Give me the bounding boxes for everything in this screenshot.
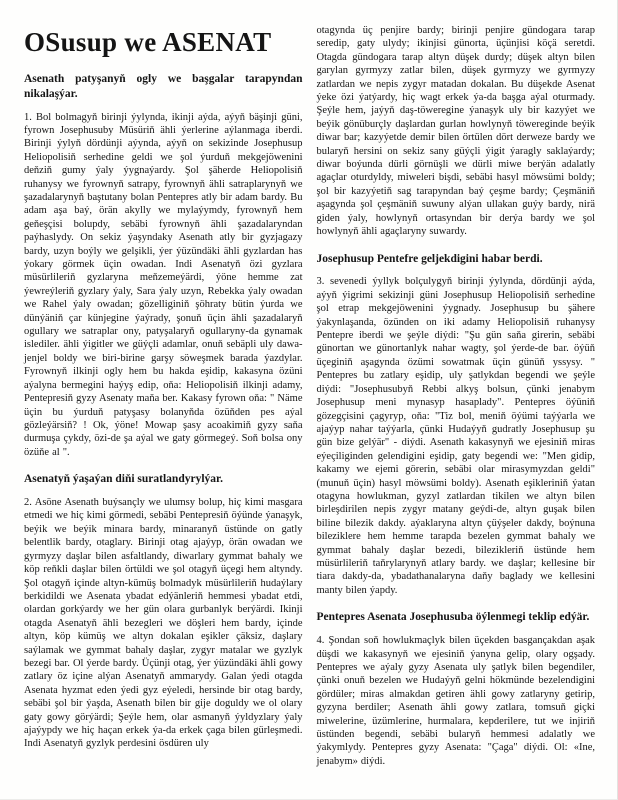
paragraph-3: 3. sevenedi ýyllyk bolçulygyň birinji ýylynda, dördünji aýda, aýyň ýigrimi sekizinji güni Josephusup Heliopolisiň serhedine şol etrap mekgejöwenini ýygnady. Josephusup bu şähere ýakynlaşanda, özünden on iki adamy Heliopolisiň ruhanysy Pentepre iberdi we şeýle diýdi: "Şu gün saňa girerin, sebäbi günortan we günortanlyk nahar wagty, şol ýerde-de bar. öýüň üçeginiň aşagynda özümi sowatmak üçin günüň yssysy. " Pentepres bu zatlary eşidip, uly şatlykdan begendi we şeýle diýdi: "Josephusubyň Rebbi alkyş bolsun, çünki jenabym Josephusup meni mynasyp hasaplady". Pentepres öýüniň gözegçisini çagyryp, oňa: "Tiz bol, meniň öýümi taýýarla we ajaýyp nahar taýýarla, çünki Hudaýyň gudratly Josephusup şu gün bize gelýär" - diýdi. Asenath kakasynyň we ejesiniň miras eýeçiliginden gelendigini eşidip, gaty begendi we: "Men gidip, kakamy we ejemi görerin, sebäbi olar mirasymyzdan geldi" (munuň üçin) hasyl möwsümi boldy). Asenath eşikleriniň ýatan otagyna howlukman, gyzyl zatlardan tikilen we altyn bilen birleşdirilen nepis zygyr matany geýdi-de, altyn guşak bilen biline bilezik dakdy. aýaklaryna altyn çüýşeler dakdy, boýnuna bileziklere hem hemme tarapda bezelen gymmat bahaly we gymmat bahaly daşlar bezedi, bilezikleriň üstünde hem müsürlileriň taňrylarynyň atlary bardy. we daşlar; kellesine bir tiara dakdy-da, ybadathanalaryna daňy baglady we kellesini manty bilen ýapdy. (316, 276, 595, 596)
paragraph-2-continued: otagynda üç penjire bardy; birinji penjire gündogara tarap seredip, gaty ulydy; ikinjisi günorta, üçünjisi köçä seretdi. Otagda gündogara tarap altyn düşek durdy; düşek altyn bilen garylan gyrmyzy zatlar bilen, düşek gyrmyzy we gyrmyzy zatlardan we nepis zygyr matadan dokalan. Bu düşekde Asenat ýeke özi ýatýardy, hiç wagt erkek ýa-da başga aýal oturmady. Şeýle hem, jaýyň daş-töweregine ýanaşyk uly bir kazyýet we beýik gönüburçly daşlardan gurlan howlynyň töwereginde beýik diwar bar; kazyýetde demir bilen örtülen dört derweze bardy we bularyň hersini on sekiz sany güýçli ýigit ýaragly saklaýardy; diwar boýunda dürli görnüşli we dürli miwe berýän adalatly agaçlar oturdyldy, miweleri bişdi, sebäbi hasyl möwsümi boldy; şol bir kazyýetiň sag tarapyndan baý çeşme bardy; Çeşmäniň aşagynda şol çeşmäniň suwuny alýan ullakan guýy bardy, nirä giden ýaly, howlynyň ortasyndan bir derýa bardy we şol howlynyň ähli agaçlaryny suwardy. (316, 25, 595, 238)
right-column (317, 24, 596, 778)
heading-tower-section: Asenatyň ýaşaýan diňi suratlandyrylýar. (24, 473, 223, 486)
two-column-layout (24, 24, 595, 778)
paragraph-4: 4. Şondan soň howlukmaçlyk bilen üçekden basgançakdan aşak düşdi we kakasynyň we ejesiniň ýanyna gelip, olary ogşady. Pentepres we aýaly gyzy Asenata uly şatlyk bilen begendiler, çünki onuň bezelen we Hudaýyň gelni hökmünde bezelendigini gördüler; miras almakdan getiren ähli gowy zatlaryny getirip, gyzyna berdiler; Asenath ähli gowy zatlara, tomsuň giçki miwelerine, üzümlerine, hurmalara, kepderilere, tut we injiriň üstünden begendi, sebäbi bularyň hemmesi adalatly we ýakymlydy. Pentepres gyzy Asenata: "Çaga" diýdi. Ol: «Ine, jenabym» diýdi. (316, 635, 595, 767)
paragraph-1: 1. Bol bolmagyň birinji ýylynda, ikinji aýda, aýyň bäşinji güni, fyrown Josephusuby Müsüriň ähli ýerlerine aýlanmaga iberdi. Birinji ýylyň dördünji aýynda, aýyň on sekizinde Josephusup Heliopolisiň serhedine geldi we şol ýurduň mekgejöwenini deňziň gumy ýaly ýygnaýardy. Şol şäherde Heliopolisiň ruhanysy we fyrownyň satrapy, fyrownyň ähli satraplarynyň we şazadalarynyň baştutany bolan Pentepres atly bir adam bardy. Bu adam aşa baý, örän akylly we mylaýymdy, fyrownyň hem geňeşçisi bolupdy, sebäbi fyrownyň ähli şazadalaryndan paýhaslydy. On sekiz ýaşyndaky Asenath atly bir gyzjagazy bardy, uzyn boýly we gelşikli, ýer ýüzündäki ähli gyzlardan has ýokary görmek üçin owadan. Indi Asenatyň özi gyzlara müsürlileriň gyzlaryna meňzemeýärdi, ýöne hemme zat ýewreýleriň gyzlary ýaly, Sara ýaly uzyn, Rebekka ýaly owadan we Rahel ýaly owadan; gözelliginiň şöhraty bütin ýurda we dünýäniň çar künjegine ýaýrady, şonuň üçin ähli şazadalaryň ogullary we satraplar ony, patyşalaryň ogullaryny-da gynamak islediler. ähli ýigitler we güýçli adamlar, onuň sebäpli uly dawa-jenjel boldy we biri-birine garşy söweşmek barada ýazdylar. Fyrownyň ilkinji ogly hem bu hakda eşidip, kakasyna özüni aýalyna bermegini haýyş edip, oňa: Heliopolisiň ilkinji adamy, Pentepresiň gyzy Asenaty maňa ber. Kakasy fyrown oňa: " Näme üçin bu ýurduň patyşasy bolanyňda özüňden pes aýal gözleýärsiň? ! Ok, ýöne! Mowap şasy acoakimiň gyzy saňa durmuşa çykdy, özi-de şa aýal we gaty görmegeý. Soň bolsa ony özüňe al ". (24, 111, 303, 458)
paragraph-2: 2. Asöne Asenath buýsançly we ulumsy bolup, hiç kimi masgara etmedi we hiç kimi görmedi, sebäbi Pentepresiň öýünde ýanaşyk, beýik we beýik minara bardy, minaranyň üstünde on gatly belentlik bardy, otaglary. Birinji otag ajaýyp, örän owadan we gyrmyzy daşlar bilen asfaltlandy, diwarlary gymmat bahaly we köp reňkli daşlar bilen örtüldi we şol otagyň üçegi hem altyndy. Şol otagyň içinde altyn-kümüş bolmadyk müsürlileriň hudaýlary berkidildi we Asenata ybadat edýänleriň hemmesi ybadat etdi, olardan gorkýardy we her gün olara gurbanlyk berýärdi. Ikinji otagda Asenatyň ähli bezegleri we döşleri hem bardy, içinde altyn, köp kümüş we altyn dokalan eşikler çäksiz, daşlary saýlamak we gymmat bahaly daşlar, zygyr matalar we gyzlyk bezegi bar. Ol ýerde bardy. Üçünji otag, ýer ýüzündäki ähli gowy zatlary öz içine alýan Asenatyň ammarydy. Galan ýedi otagda Asenata hyzmat eden ýedi gyz eýeledi, hersinde bir otag bardy, sebäbi şol bir ýaşda, Asenath bilen bir gije doguldy we ol olary gaty gowy görýärdi; Şeýle hem, olar asmanyň ýyldyzlary ýaly ajaýypdy we hiç haçan erkek ýa-da erkek çaga bilen gürleşmedi. Indi Asenatyň gyzlyk perdesini ösdüren uly (24, 497, 303, 750)
heading-marriage-section: Asenath patyşanyň ogly we başgalar tarapyndan nikalaşýar. (24, 72, 303, 100)
page-title: OSusup we ASENAT (24, 27, 272, 57)
heading-marriage-proposal: Pentepres Asenata Josephusuba öýlenmegi teklip edýär. (316, 611, 590, 624)
left-column (24, 24, 303, 761)
heading-joseph-announcement: Josephusup Pentefre geljekdigini habar berdi. (316, 252, 543, 265)
